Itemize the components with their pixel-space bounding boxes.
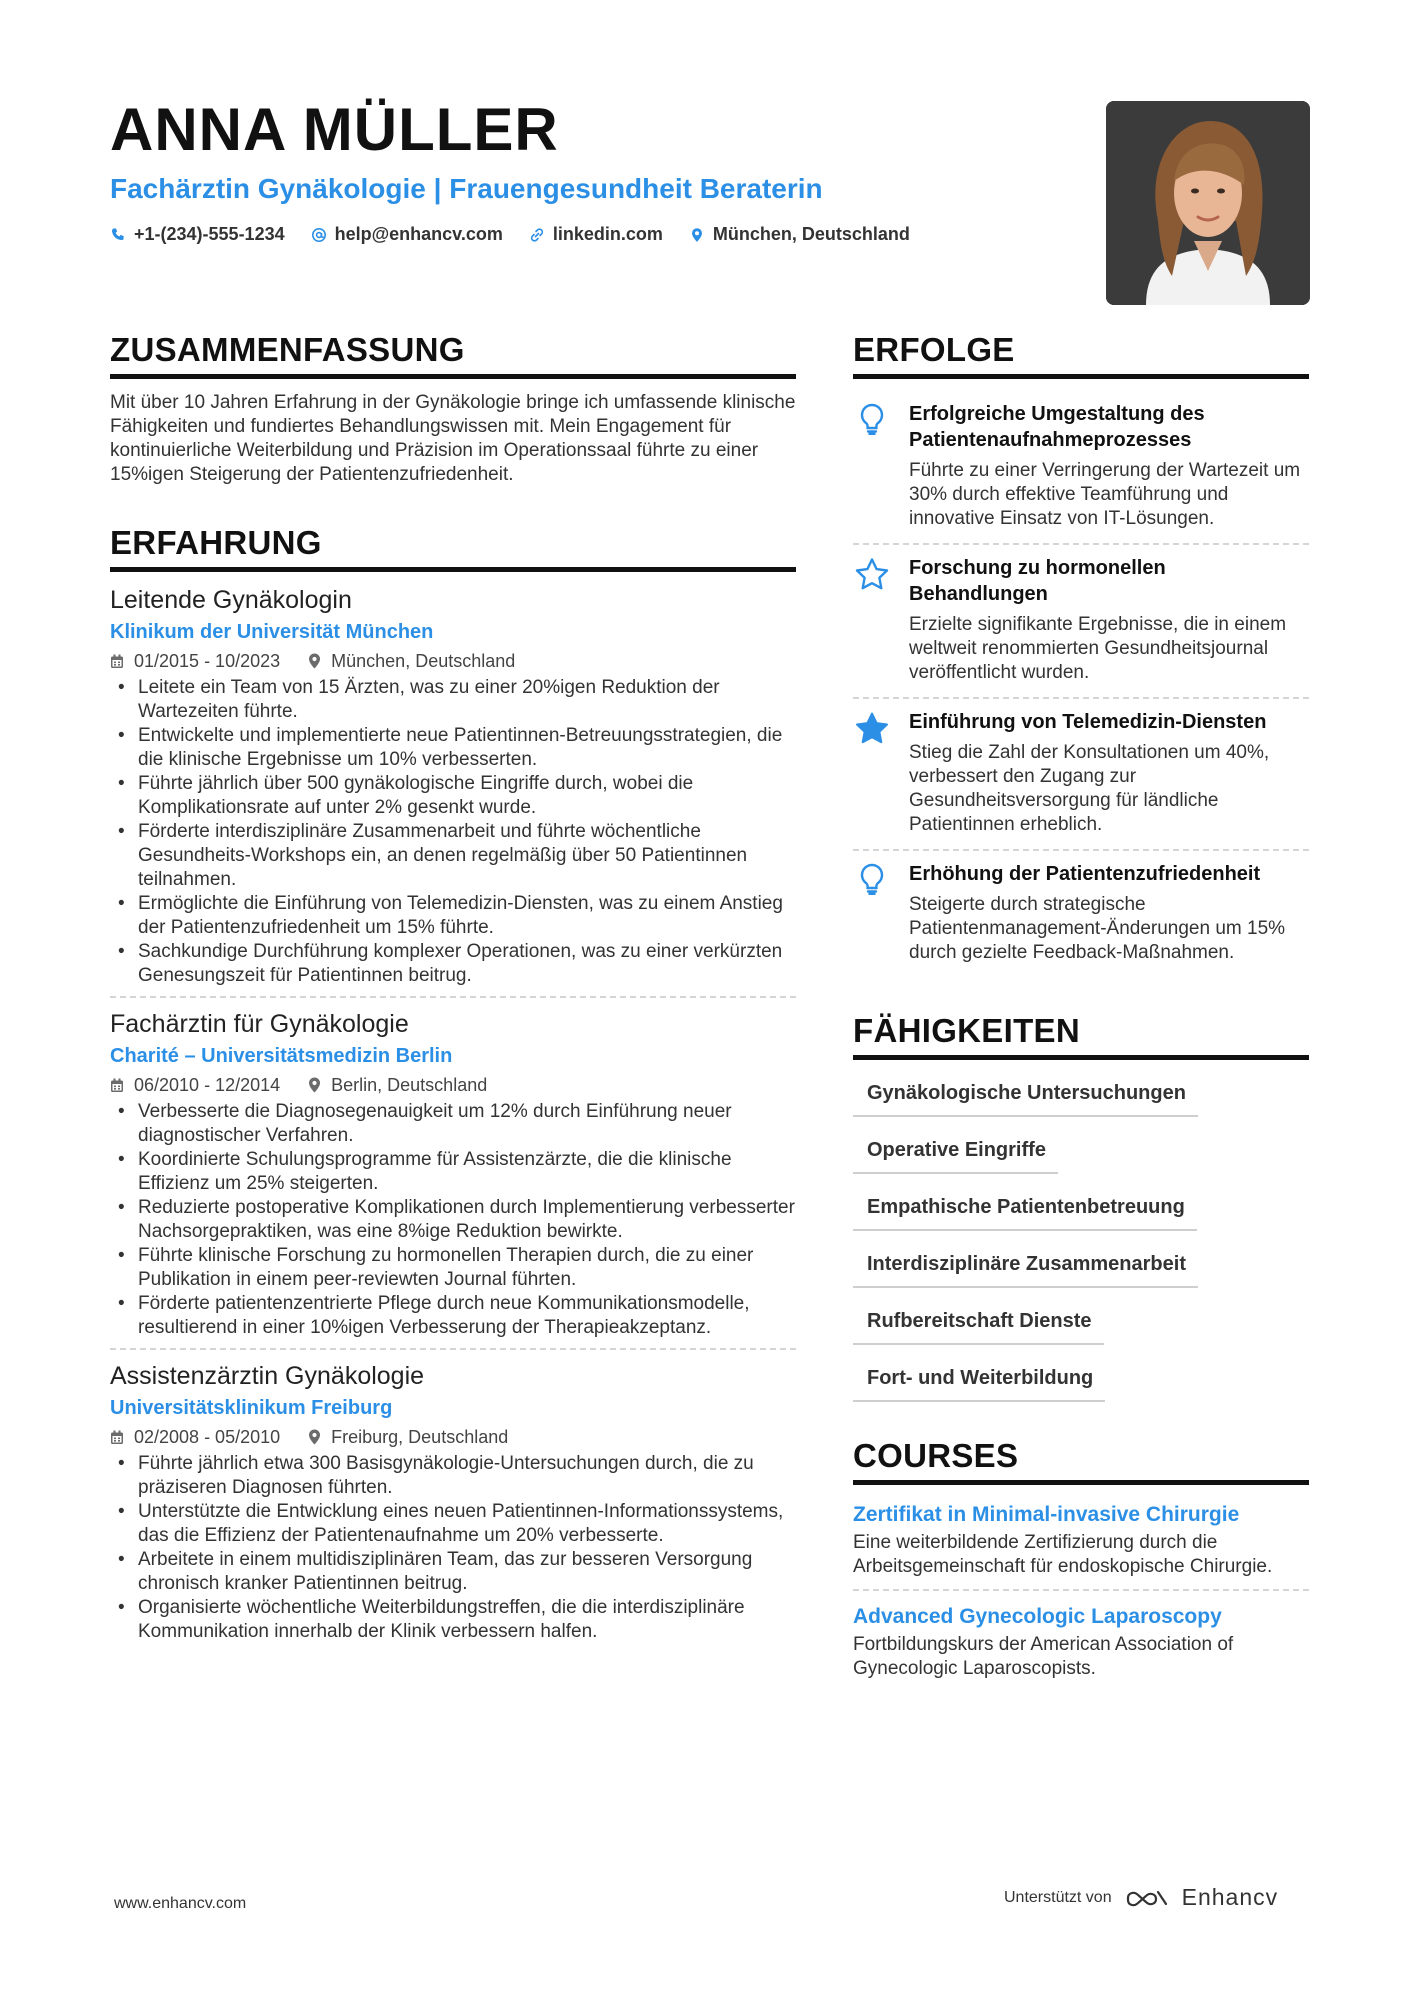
job-entry xyxy=(110,584,796,998)
achievements-section xyxy=(853,330,1309,977)
list-item: • Förderte interdisziplinäre Zusammenarbeit und führte wöchentliche Gesundheits-Workshops ein, an denen regelmäßig über 50 Patientinnen teilnahmen. xyxy=(110,820,796,892)
phone-text: +1-(234)-555-1234 xyxy=(134,224,285,244)
experience-heading: ERFAHRUNG xyxy=(110,523,796,572)
job-dates-text: 01/2015 - 10/2023 xyxy=(134,651,281,671)
skill-tag: Rufbereitschaft Dienste xyxy=(853,1300,1104,1345)
calendar-icon xyxy=(110,654,124,669)
job-location xyxy=(308,1072,487,1098)
link-icon xyxy=(529,227,545,243)
lightbulb-icon xyxy=(859,403,885,435)
contact-location xyxy=(689,224,910,245)
contact-phone[interactable] xyxy=(110,224,285,245)
job-bullets xyxy=(110,1100,796,1340)
job-title: Assistenzärztin Gynäkologie xyxy=(110,1362,425,1390)
left-column xyxy=(110,330,796,1662)
course-title: Zertifikat in Minimal-invasive Chirurgie xyxy=(853,1503,1240,1526)
skills-list xyxy=(853,1072,1309,1414)
job-entry xyxy=(110,1360,796,1652)
powered-by-text: Unterstützt von xyxy=(1004,1888,1112,1906)
at-icon xyxy=(311,227,327,243)
skill-tag: Gynäkologische Untersuchungen xyxy=(853,1072,1198,1117)
candidate-name: ANNA MÜLLER xyxy=(110,96,559,163)
skill-tag: Fort- und Weiterbildung xyxy=(853,1357,1105,1402)
achievements-heading: ERFOLGE xyxy=(853,330,1309,379)
job-location xyxy=(308,648,515,674)
achievement-item xyxy=(853,699,1309,851)
list-item: • Förderte patientenzentrierte Pflege durch neue Kommunikationsmodelle, resultierend in einer 10%igen Verbesserung der Therapieakzeptanz. xyxy=(110,1292,796,1340)
experience-section xyxy=(110,523,796,1652)
skill-tag: Empathische Patientenbetreuung xyxy=(853,1186,1197,1231)
job-meta xyxy=(110,1424,796,1450)
star-outline-icon xyxy=(854,557,890,591)
location-pin-icon xyxy=(308,1077,321,1093)
location-pin-icon xyxy=(308,653,321,669)
achievement-icon-slot xyxy=(853,861,891,965)
course-desc: Eine weiterbildende Zertifizierung durch die Arbeitsgemeinschaft für endoskopische Chirurgie. xyxy=(853,1532,1273,1577)
list-item: • Unterstützte die Entwicklung eines neuen Patientinnen-Informationssystems, das die Effizienz der Patientenaufnahme um 20% verbesserte. xyxy=(110,1500,796,1548)
list-item: • Arbeitete in einem multidisziplinären Team, das zur besseren Versorgung chronisch kranker Patientinnen beitrug. xyxy=(110,1548,796,1596)
job-meta xyxy=(110,1072,796,1098)
job-entry xyxy=(110,1008,796,1350)
skill-tag: Operative Eingriffe xyxy=(853,1129,1058,1174)
star-filled-icon xyxy=(854,711,890,745)
achievement-body xyxy=(909,709,1309,837)
profile-photo xyxy=(1106,101,1310,305)
achievement-desc: Erzielte signifikante Ergebnisse, die in einem weltweit renommierten Gesundheitsjournal veröffentlicht wurden. xyxy=(909,614,1287,683)
achievement-desc: Führte zu einer Verringerung der Wartezeit um 30% durch effektive Teamführung und innovative Einsatz von IT-Lösungen. xyxy=(909,460,1301,529)
phone-icon xyxy=(110,227,126,243)
achievement-title: Einführung von Telemedizin-Diensten xyxy=(909,711,1267,733)
achievement-item xyxy=(853,851,1309,977)
job-location-text: München, Deutschland xyxy=(331,651,516,671)
skills-heading: FÄHIGKEITEN xyxy=(853,1011,1309,1060)
achievement-item xyxy=(853,391,1309,545)
calendar-icon xyxy=(110,1078,124,1093)
job-title: Fachärztin für Gynäkologie xyxy=(110,1010,409,1038)
achievement-body xyxy=(909,555,1309,685)
achievement-body xyxy=(909,401,1309,531)
job-company: Universitätsklinikum Freiburg xyxy=(110,1397,393,1419)
job-bullets xyxy=(110,1452,796,1644)
list-item: • Ermöglichte die Einführung von Telemedizin-Diensten, was zu einem Anstieg der Patientenzufriedenheit um 15% führte. xyxy=(110,892,796,940)
job-dates xyxy=(110,648,280,674)
courses-heading: COURSES xyxy=(853,1436,1309,1485)
location-text: München, Deutschland xyxy=(712,224,910,244)
achievement-title: Erfolgreiche Umgestaltung des Patientenaufnahmeprozesses xyxy=(909,403,1205,451)
job-title: Leitende Gynäkologin xyxy=(110,586,352,614)
job-company: Klinikum der Universität München xyxy=(110,621,434,643)
summary-text: Mit über 10 Jahren Erfahrung in der Gynäkologie bringe ich umfassende klinische Fähigkeiten und fundiertes Behandlungswissen mit. Mein Engagement für kontinuierliche Weiterbildung und Präzision im Operationssaal führte zu einer 15%igen Steigerung der Patientenzufriedenheit. xyxy=(110,392,796,485)
right-column xyxy=(853,330,1309,1699)
job-dates xyxy=(110,1424,280,1450)
location-pin-icon xyxy=(308,1429,321,1445)
list-item: • Führte jährlich über 500 gynäkologische Eingriffe durch, wobei die Komplikationsrate auf unter 2% gesenkt wurde. xyxy=(110,772,796,820)
job-location-text: Freiburg, Deutschland xyxy=(331,1427,509,1447)
list-item: • Koordinierte Schulungsprogramme für Assistenzärzte, die die klinische Effizienz um 25% steigerten. xyxy=(110,1148,796,1196)
skills-section xyxy=(853,1011,1309,1414)
enhancv-logo-icon xyxy=(1124,1886,1170,1910)
portrait-image xyxy=(1106,101,1310,305)
contact-row xyxy=(110,224,1040,245)
list-item: • Verbesserte die Diagnosegenauigkeit um 12% durch Einführung neuer diagnostischer Verfahren. xyxy=(110,1100,796,1148)
list-item: • Entwickelte und implementierte neue Patientinnen-Betreuungsstrategien, die die klinische Ergebnisse um 10% verbesserten. xyxy=(110,724,796,772)
job-meta xyxy=(110,648,796,674)
candidate-headline: Fachärztin Gynäkologie | Frauengesundheit Beraterin xyxy=(110,173,823,204)
job-dates-text: 06/2010 - 12/2014 xyxy=(134,1075,281,1095)
list-item: • Führte jährlich etwa 300 Basisgynäkologie-Untersuchungen durch, die zu präziseren Diagnosen führten. xyxy=(110,1452,796,1500)
course-item xyxy=(853,1599,1309,1691)
brand-name: Enhancv xyxy=(1181,1884,1279,1910)
calendar-icon xyxy=(110,1430,124,1445)
achievement-desc: Stieg die Zahl der Konsultationen um 40%, verbessert den Zugang zur Gesundheitsversorgung für ländliche Patientinnen erheblich. xyxy=(909,742,1270,835)
job-dates xyxy=(110,1072,280,1098)
resume-header xyxy=(110,96,1040,245)
footer-branding xyxy=(1004,1884,1278,1911)
list-item: • Organisierte wöchentliche Weiterbildungstreffen, die die interdisziplinäre Kommunikation innerhalb der Klinik verbessern halfen. xyxy=(110,1596,796,1644)
achievement-body xyxy=(909,861,1309,965)
achievement-icon-slot xyxy=(853,401,891,531)
job-location-text: Berlin, Deutschland xyxy=(331,1075,488,1095)
course-title: Advanced Gynecologic Laparoscopy xyxy=(853,1605,1222,1628)
achievement-title: Forschung zu hormonellen Behandlungen xyxy=(909,557,1166,605)
list-item: • Leitete ein Team von 15 Ärzten, was zu einer 20%igen Reduktion der Wartezeiten führte. xyxy=(110,676,796,724)
job-dates-text: 02/2008 - 05/2010 xyxy=(134,1427,281,1447)
course-item xyxy=(853,1497,1309,1591)
job-bullets xyxy=(110,676,796,988)
job-location xyxy=(308,1424,508,1450)
achievement-icon-slot xyxy=(853,709,891,837)
email-text: help@enhancv.com xyxy=(334,224,503,244)
footer-website[interactable]: www.enhancv.com xyxy=(114,1895,247,1912)
list-item: • Führte klinische Forschung zu hormonellen Therapien durch, die zu einer Publikation in einem peer-reviewten Journal führten. xyxy=(110,1244,796,1292)
skill-tag: Interdisziplinäre Zusammenarbeit xyxy=(853,1243,1198,1288)
courses-section xyxy=(853,1436,1309,1691)
achievement-item xyxy=(853,545,1309,699)
achievement-icon-slot xyxy=(853,555,891,685)
linkedin-text: linkedin.com xyxy=(552,224,663,244)
lightbulb-icon xyxy=(859,863,885,895)
summary-heading: ZUSAMMENFASSUNG xyxy=(110,330,796,379)
list-item: • Sachkundige Durchführung komplexer Operationen, was zu einer verkürzten Genesungszeit für Patientinnen beitrug. xyxy=(110,940,796,988)
course-desc: Fortbildungskurs der American Association of Gynecologic Laparoscopists. xyxy=(853,1634,1234,1679)
job-company: Charité – Universitätsmedizin Berlin xyxy=(110,1045,453,1067)
summary-section xyxy=(110,330,796,487)
achievement-title: Erhöhung der Patientenzufriedenheit xyxy=(909,863,1261,885)
achievement-desc: Steigerte durch strategische Patientenmanagement-Änderungen um 15% durch gezielte Feedback-Maßnahmen. xyxy=(909,894,1286,963)
contact-linkedin[interactable] xyxy=(529,224,663,245)
location-pin-icon xyxy=(689,227,705,243)
list-item: • Reduzierte postoperative Komplikationen durch Implementierung verbesserter Nachsorgepraktiken, was eine 8%ige Reduktion bewirkte. xyxy=(110,1196,796,1244)
contact-email[interactable] xyxy=(311,224,503,245)
